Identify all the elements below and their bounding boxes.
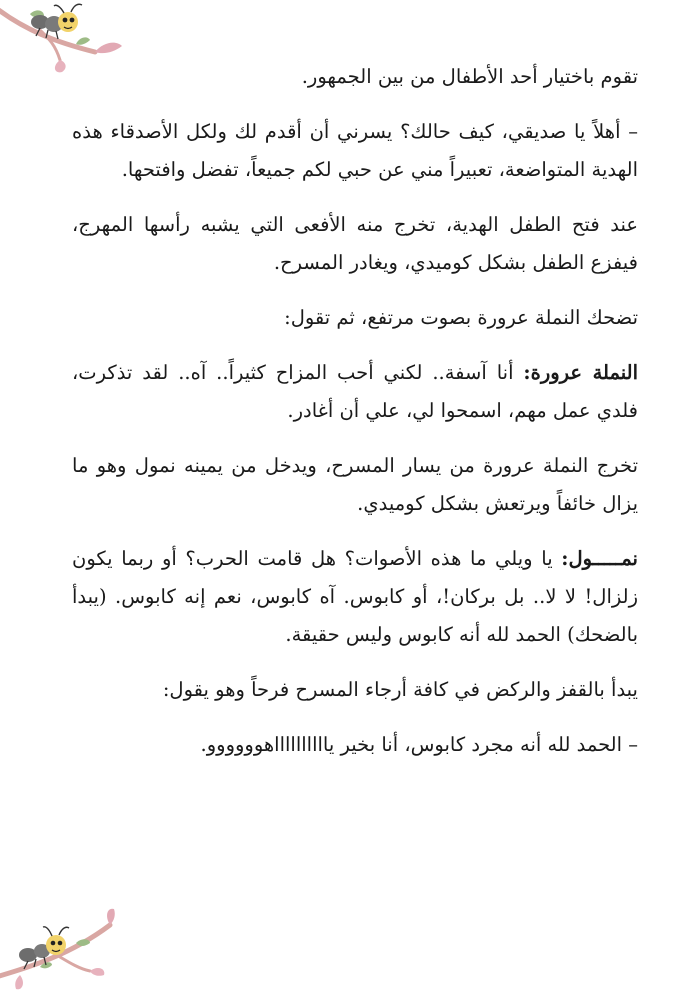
dialogue-text: يا ويلي ما هذه الأصوات؟ هل قامت الحرب؟ أو ربما يكون زلزال! لا لا.. بل بركان!، أو كابوس. آه كابوس، نعم إنه كابوس. (يبدأ بالضحك) الحمد لله أنه كابوس وليس حقيقة. [72, 547, 638, 646]
dialogue-orora [72, 354, 638, 430]
speaker-name: النملة عرورة: [523, 361, 638, 384]
paragraph-6: تخرج النملة عرورة من يسار المسرح، ويدخل من يمينه نمول وهو ما يزال خائفاً ويرتعش بشكل كوميدي. [72, 454, 638, 515]
ant-on-flower-branch-icon [0, 905, 120, 1000]
paragraph-2: – أهلاً يا صديقي، كيف حالك؟ يسرني أن أقدم لك ولكل الأصدقاء هذه الهدية المتواضعة، تعبيراً مني عن حبي لكم جميعاً، تفضل وافتحها. [72, 120, 638, 181]
paragraph-9: – الحمد لله أنه مجرد كابوس، أنا بخير يااااااااااهوووووو. [200, 733, 638, 756]
dialogue-text: أنا آسفة.. لكني أحب المزاح كثيراً.. آه.. لقد تذكرت، فلدي عمل مهم، اسمحوا لي، علي أن أغادر. [72, 361, 638, 422]
story-text [72, 58, 638, 781]
paragraph-4: تضحك النملة عرورة بصوت مرتفع، ثم تقول: [284, 306, 638, 329]
dialogue-namoul [72, 540, 638, 654]
speaker-name: نمـــــول: [561, 547, 638, 570]
paragraph-8: يبدأ بالقفز والركض في كافة أرجاء المسرح فرحاً وهو يقول: [162, 678, 638, 701]
paragraph-1: تقوم باختيار أحد الأطفال من بين الجمهور. [301, 65, 638, 88]
paragraph-3: عند فتح الطفل الهدية، تخرج منه الأفعى التي يشبه رأسها المهرج، فيفزع الطفل بشكل كوميدي، ويغادر المسرح. [72, 213, 638, 274]
